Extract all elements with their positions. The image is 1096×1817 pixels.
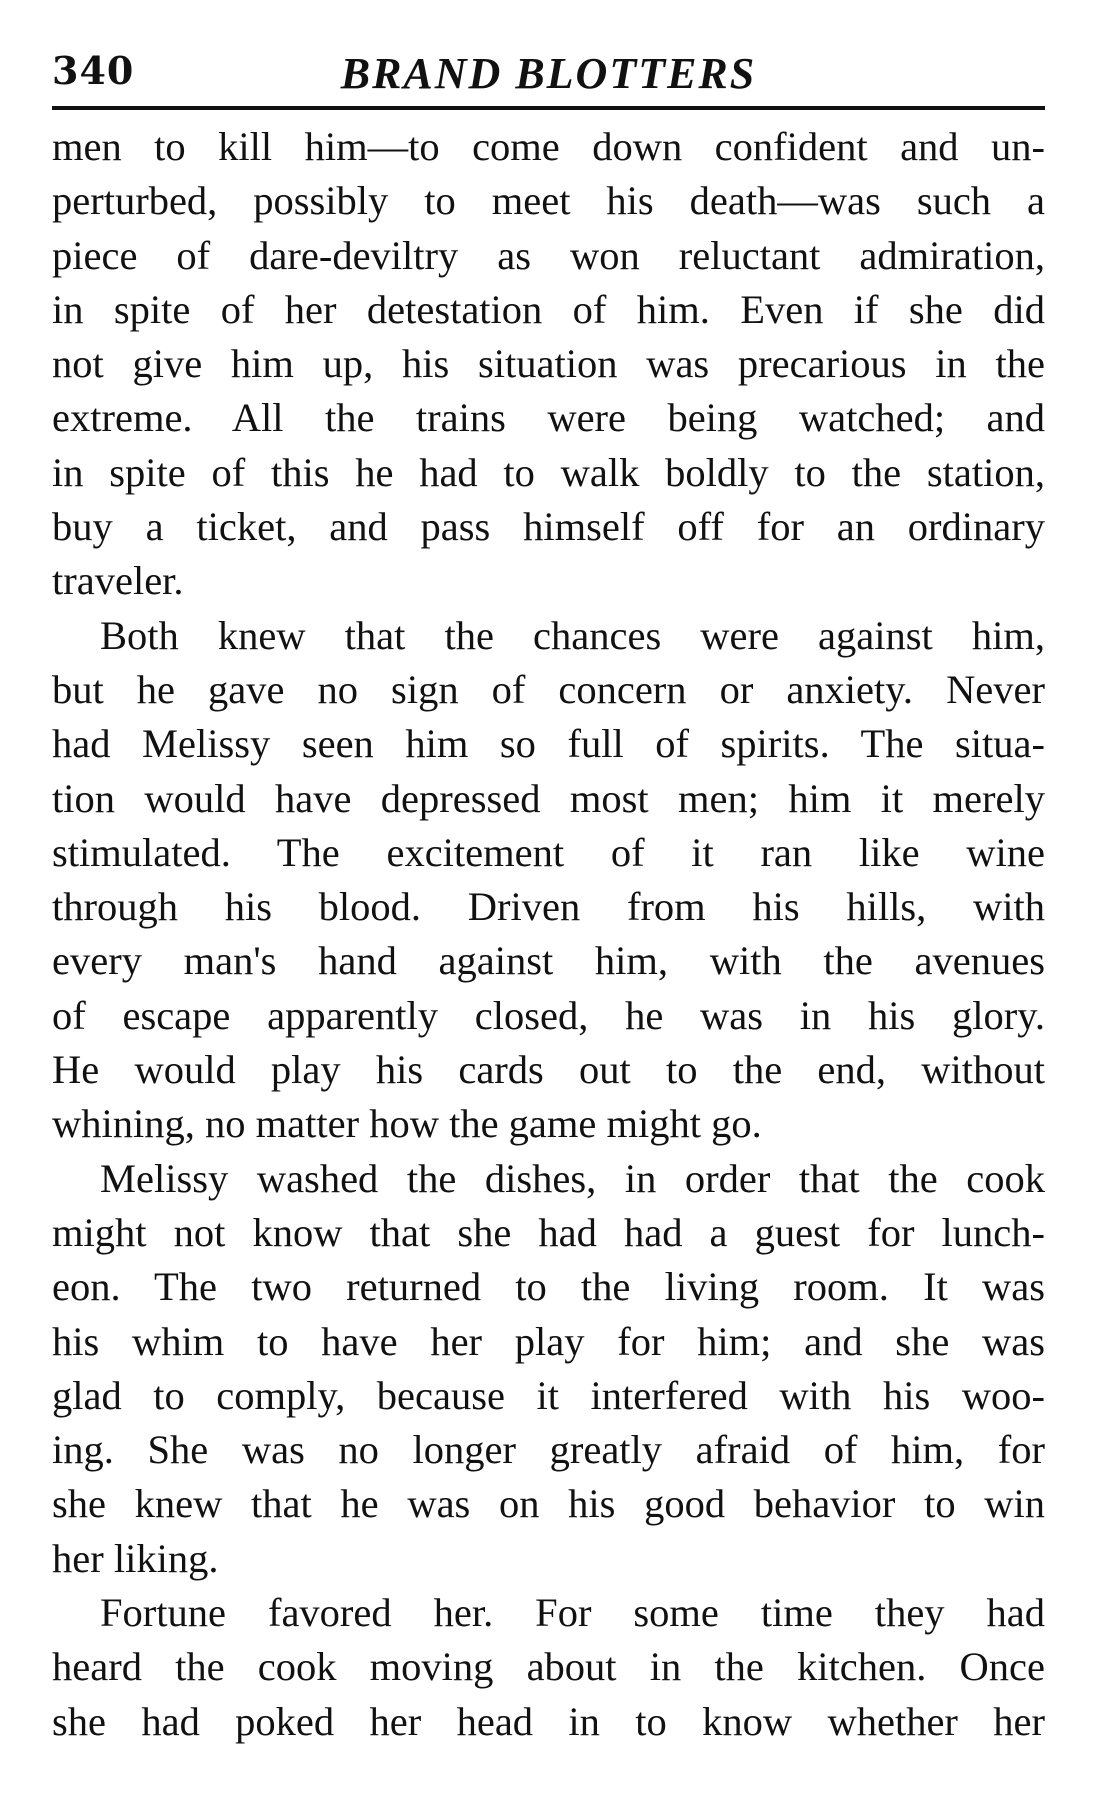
text-line: his whim to have her play for him; and she was: [52, 1318, 1045, 1364]
text-line: heard the cook moving about in the kitchen. Once: [52, 1644, 1045, 1690]
page-number: 340: [52, 48, 135, 93]
text-line: stimulated. The excitement of it ran like wine: [52, 829, 1045, 875]
text-line: traveler.: [52, 558, 184, 604]
text-line: Both knew that the chances were against him,: [100, 612, 1045, 658]
text-line: Melissy washed the dishes, in order that the cook: [100, 1155, 1045, 1201]
book-page: [52, 40, 1045, 1749]
text-line: but he gave no sign of concern or anxiety. Never: [52, 666, 1045, 712]
text-line: piece of dare-deviltry as won reluctant admiration,: [52, 232, 1045, 278]
page-header: [52, 40, 1045, 110]
text-line: buy a ticket, and pass himself off for an ordinary: [52, 504, 1045, 550]
body-text: [52, 120, 1045, 1749]
text-line: perturbed, possibly to meet his death—was such a: [52, 178, 1045, 224]
text-line: she knew that he was on his good behavior to win: [52, 1481, 1045, 1527]
running-title: BRAND BLOTTERS: [340, 49, 757, 98]
text-line: she had poked her head in to know whether her: [52, 1698, 1045, 1744]
text-line: her liking.: [52, 1535, 219, 1581]
text-line: extreme. All the trains were being watched; and: [52, 395, 1045, 441]
text-line: might not know that she had had a guest for lunch-: [52, 1209, 1045, 1255]
text-line: of escape apparently closed, he was in his glory.: [52, 992, 1045, 1038]
text-line: He would play his cards out to the end, without: [52, 1047, 1045, 1093]
text-line: ing. She was no longer greatly afraid of him, for: [52, 1427, 1045, 1473]
text-line: through his blood. Driven from his hills, with: [52, 884, 1045, 930]
text-line: not give him up, his situation was precarious in the: [52, 341, 1045, 387]
text-line: in spite of her detestation of him. Even if she did: [52, 286, 1045, 332]
header-rule: [52, 106, 1045, 110]
text-line: tion would have depressed most men; him it merely: [52, 775, 1045, 821]
text-line: Fortune favored her. For some time they had: [100, 1590, 1045, 1636]
text-line: in spite of this he had to walk boldly to the station,: [52, 449, 1045, 495]
text-line: every man's hand against him, with the avenues: [52, 938, 1045, 984]
text-line: eon. The two returned to the living room. It was: [52, 1264, 1045, 1310]
text-line: had Melissy seen him so full of spirits. The situa-: [52, 721, 1045, 767]
text-line: whining, no matter how the game might go.: [52, 1101, 762, 1147]
text-line: men to kill him—to come down confident and un-: [52, 124, 1045, 169]
text-line: glad to comply, because it interfered with his woo-: [52, 1372, 1045, 1418]
